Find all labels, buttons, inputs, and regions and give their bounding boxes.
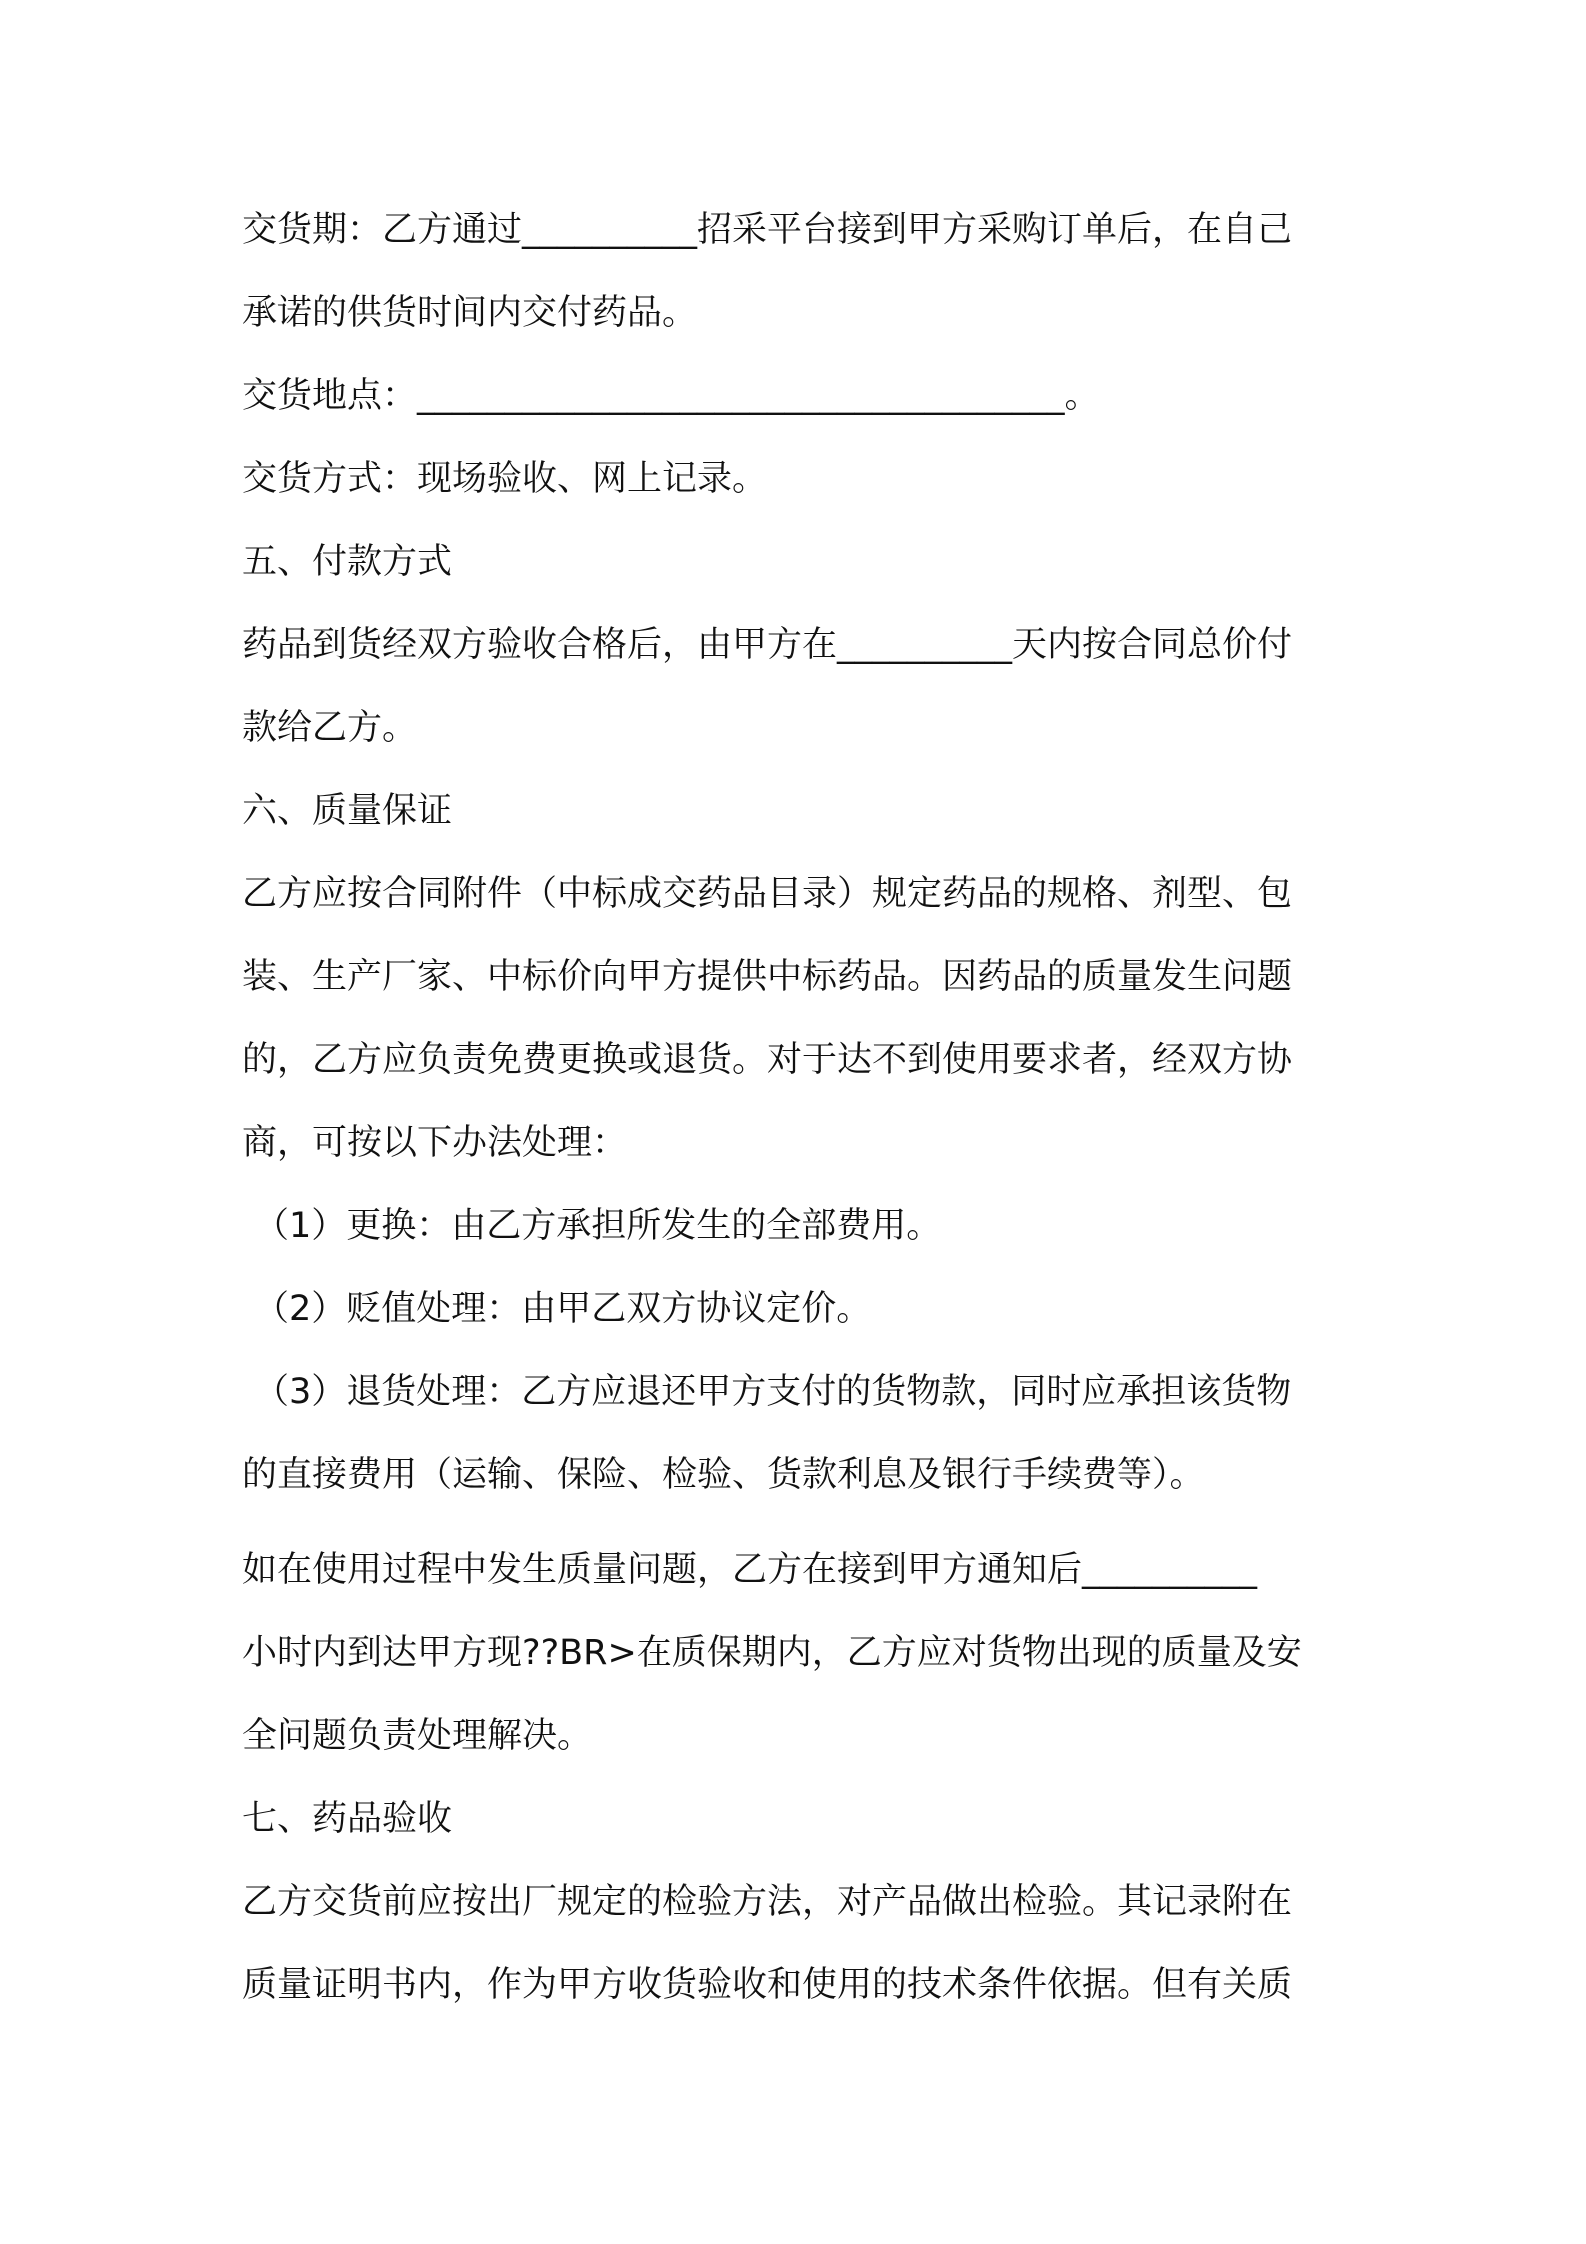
payment-line-1: 药品到货经双方验收合格后，由甲方在__________天内按合同总价付 <box>242 625 1293 665</box>
option-depreciation-line: （2）贬值处理：由甲乙双方协议定价。 <box>254 1289 872 1329</box>
option-return-line-1: （3）退货处理：乙方应退还甲方支付的货物款，同时应承担该货物 <box>254 1372 1292 1412</box>
delivery-period-line-2: 承诺的供货时间内交付药品。 <box>242 293 698 333</box>
quality-paragraph-line-4: 商，可按以下办法处理： <box>242 1123 628 1163</box>
quality-paragraph-line-1: 乙方应按合同附件（中标成交药品目录）规定药品的规格、剂型、包 <box>242 874 1293 914</box>
section-six-heading: 六、质量保证 <box>242 791 453 831</box>
delivery-location-line: 交货地点：_____________________________________。 <box>242 376 1100 416</box>
quality-paragraph-line-3: 的，乙方应负责免费更换或退货。对于达不到使用要求者，经双方协 <box>242 1040 1293 1080</box>
acceptance-line-1: 乙方交货前应按出厂规定的检验方法，对产品做出检验。其记录附在 <box>242 1882 1293 1922</box>
delivery-method-line: 交货方式：现场验收、网上记录。 <box>242 459 768 499</box>
quality-paragraph-line-2: 装、生产厂家、中标价向甲方提供中标药品。因药品的质量发生问题 <box>242 957 1293 997</box>
section-seven-heading: 七、药品验收 <box>242 1799 453 1839</box>
section-five-heading: 五、付款方式 <box>242 542 453 582</box>
quality-issue-line-3: 全问题负责处理解决。 <box>242 1716 593 1756</box>
payment-line-2: 款给乙方。 <box>242 708 418 748</box>
delivery-period-line-1: 交货期：乙方通过__________招采平台接到甲方采购订单后，在自己 <box>242 210 1293 250</box>
quality-issue-line-2: 小时内到达甲方现??BR>在质保期内，乙方应对货物出现的质量及安 <box>242 1633 1302 1673</box>
acceptance-line-2: 质量证明书内，作为甲方收货验收和使用的技术条件依据。但有关质 <box>242 1965 1293 2005</box>
option-return-line-2: 的直接费用（运输、保险、检验、货款利息及银行手续费等）。 <box>242 1455 1205 1495</box>
option-replace-line: （1）更换：由乙方承担所发生的全部费用。 <box>254 1206 942 1246</box>
quality-issue-line-1: 如在使用过程中发生质量问题，乙方在接到甲方通知后__________ <box>242 1550 1258 1590</box>
